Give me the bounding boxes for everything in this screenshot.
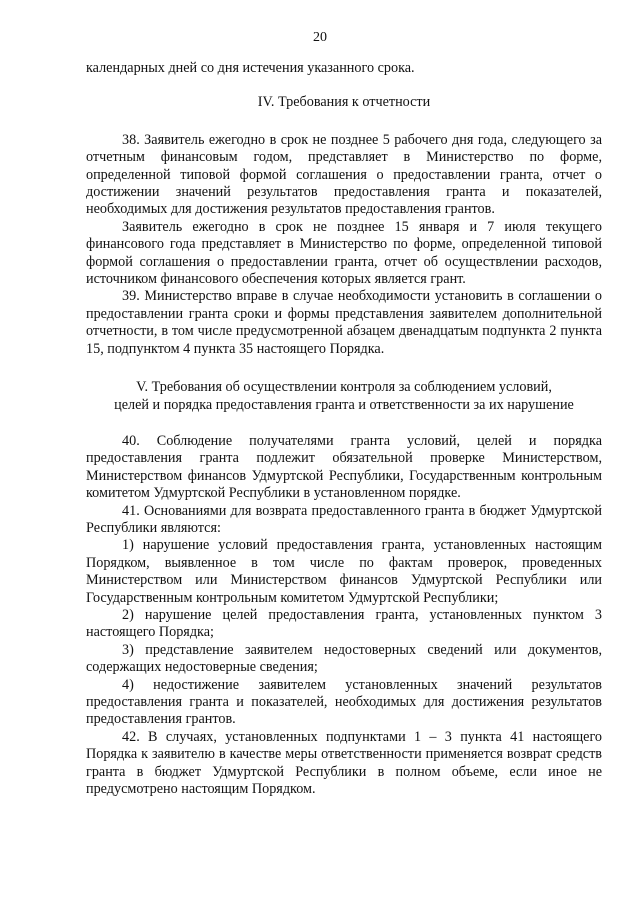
paragraph-41-item-1: 1) нарушение условий предоставления гранта, установленных настоящим Порядком, выявленное в том числе по фактам проверок, проведенных Министерством или Министерством финансов Удмуртской Республики или Государственным контрольным комитетом Удмуртской Республики; <box>86 537 602 606</box>
paragraph-39: 39. Министерство вправе в случае необходимости установить в соглашении о предоставлении гранта сроки и формы представления заявителем дополнительной отчетности, в том числе предусмотренной абзацем двенадцатым подпункта 2 пункта 15, подпунктом 4 пункта 35 настоящего Порядка. <box>86 288 602 357</box>
section-5-heading-line-1: V. Требования об осуществлении контроля за соблюдением условий, <box>136 379 552 396</box>
section-4-heading: IV. Требования к отчетности <box>257 94 431 111</box>
paragraph-41-item-2: 2) нарушение целей предоставления гранта, установленных пунктом 3 настоящего Порядка; <box>86 606 602 641</box>
paragraph-38-second: Заявитель ежегодно в срок не позднее 15 января и 7 июля текущего финансового года представляет в Министерство по форме, определенной типовой формой соглашения о предоставлении гранта, отчет об осуществлении расходов, источником финансового обеспечения которых является грант. <box>86 218 602 288</box>
document-body <box>86 60 602 798</box>
paragraph-40: 40. Соблюдение получателями гранта условий, целей и порядка предоставления гранта подлежит обязательной проверке Министерством, Министерством финансов Удмуртской Республики, Государственным контрольным комитетом Удмуртской Республики в установленном порядке. <box>86 432 602 502</box>
paragraph-41: 41. Основаниями для возврата предоставленного гранта в бюджет Удмуртской Республики являются: <box>86 502 602 536</box>
paragraph-38: 38. Заявитель ежегодно в срок не позднее 5 рабочего дня года, следующего за отчетным финансовым годом, представляет в Министерство по форме, определенной типовой формой соглашения о предоставлении гранта, отчет о достижении значений результатов предоставления гранта и показателей, необходимых для достижения результатов предоставления грантов. <box>86 131 602 218</box>
page-number: 20 <box>313 30 327 45</box>
section-5-heading <box>86 379 602 414</box>
section-5-heading-line-2: целей и порядка предоставления гранта и ответственности за их нарушение <box>114 396 574 413</box>
paragraph-41-item-4: 4) недостижение заявителем установленных значений результатов предоставления гранта и показателей, необходимых для достижения результатов предоставления грантов. <box>86 676 602 728</box>
paragraph-42: 42. В случаях, установленных подпунктами 1 – 3 пункта 41 настоящего Порядка к заявителю в качестве меры ответственности применяется возврат средств гранта в бюджет Удмуртской Республики в полном объеме, если иное не предусмотрено настоящим Порядком. <box>86 728 602 798</box>
paragraph-41-item-3: 3) представление заявителем недостоверных сведений или документов, содержащих недостоверные сведения; <box>86 641 602 676</box>
lead-line: календарных дней со дня истечения указанного срока. <box>86 60 415 76</box>
